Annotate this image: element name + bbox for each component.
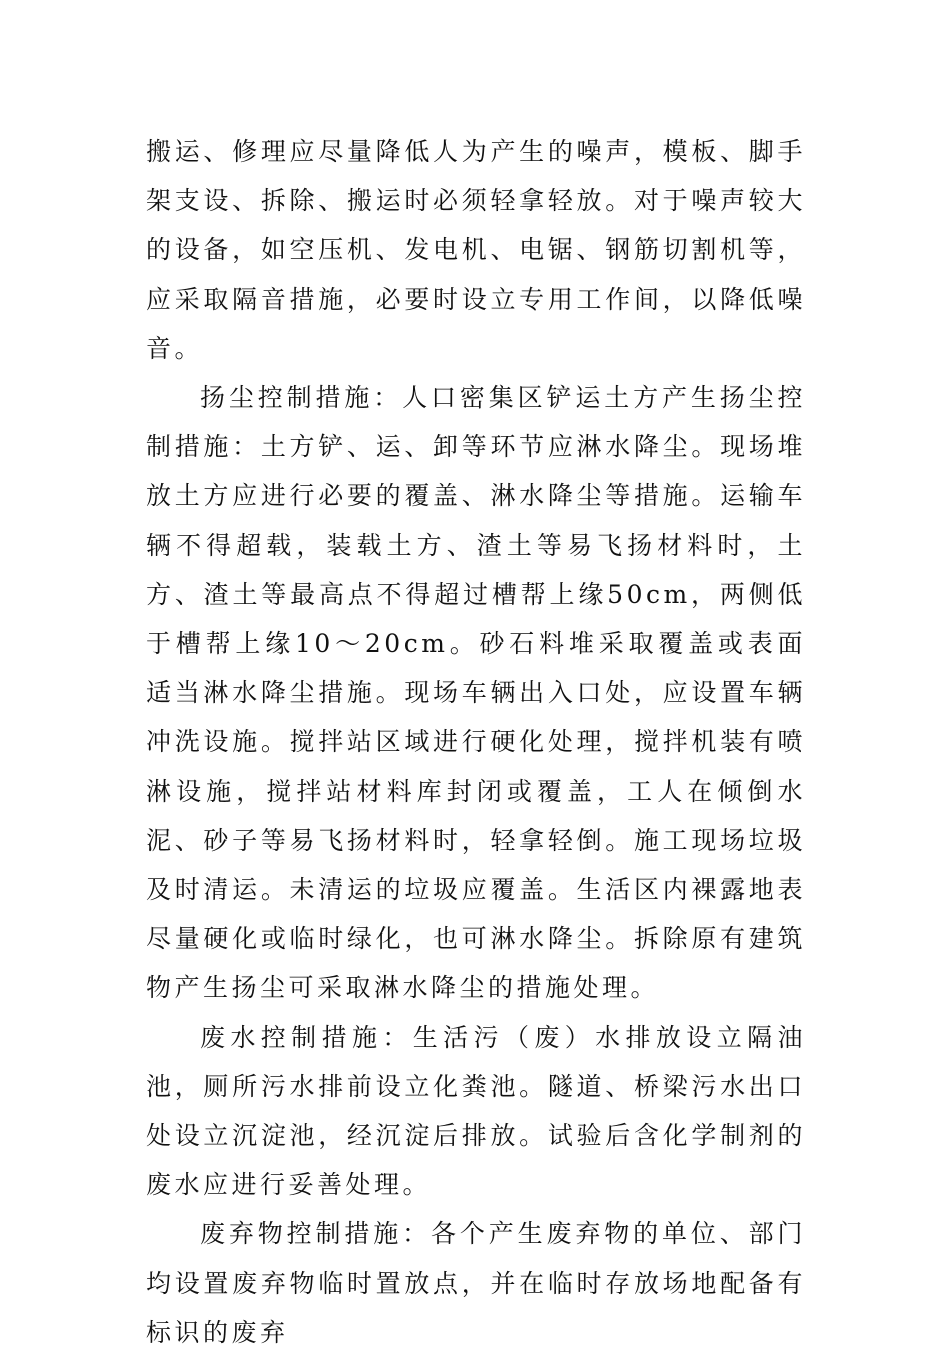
paragraph-dust-control: 扬尘控制措施：人口密集区铲运土方产生扬尘控制措施：土方铲、运、卸等环节应淋水降尘。现场堆放土方应进行必要的覆盖、淋水降尘等措施。运输车辆不得超载，装载土方、渣土等易飞扬材料时，土方、渣土等最高点不得超过槽帮上缘50cm，两侧低于槽帮上缘10～20cm。砂石料堆采取覆盖或表面适当淋水降尘措施。现场车辆出入口处，应设置车辆冲洗设施。搅拌站区域进行硬化处理，搅拌机装有喷淋设施，搅拌站材料库封闭或覆盖，工人在倾倒水泥、砂子等易飞扬材料时，轻拿轻倒。施工现场垃圾及时清运。未清运的垃圾应覆盖。生活区内裸露地表尽量硬化或临时绿化，也可淋水降尘。拆除原有建筑物产生扬尘可采取淋水降尘的措施处理。 [146, 383, 806, 1003]
paragraph-waste-control: 废弃物控制措施：各个产生废弃物的单位、部门均设置废弃物临时置放点，并在临时存放场地配备有标识的废弃 [146, 1219, 806, 1347]
paragraph-wastewater-control: 废水控制措施：生活污（废）水排放设立隔油池，厕所污水排前设立化粪池。隧道、桥梁污水出口处设立沉淀池，经沉淀后排放。试验后含化学制剂的废水应进行妥善处理。 [146, 1022, 806, 1200]
paragraph-noise-continued: 搬运、修理应尽量降低人为产生的噪声，模板、脚手架支设、拆除、搬运时必须轻拿轻放。对于噪声较大的设备，如空压机、发电机、电锯、钢筋切割机等，应采取隔音措施，必要时设立专用工作间，以降低噪音。 [146, 137, 806, 363]
document-body [146, 127, 806, 1357]
